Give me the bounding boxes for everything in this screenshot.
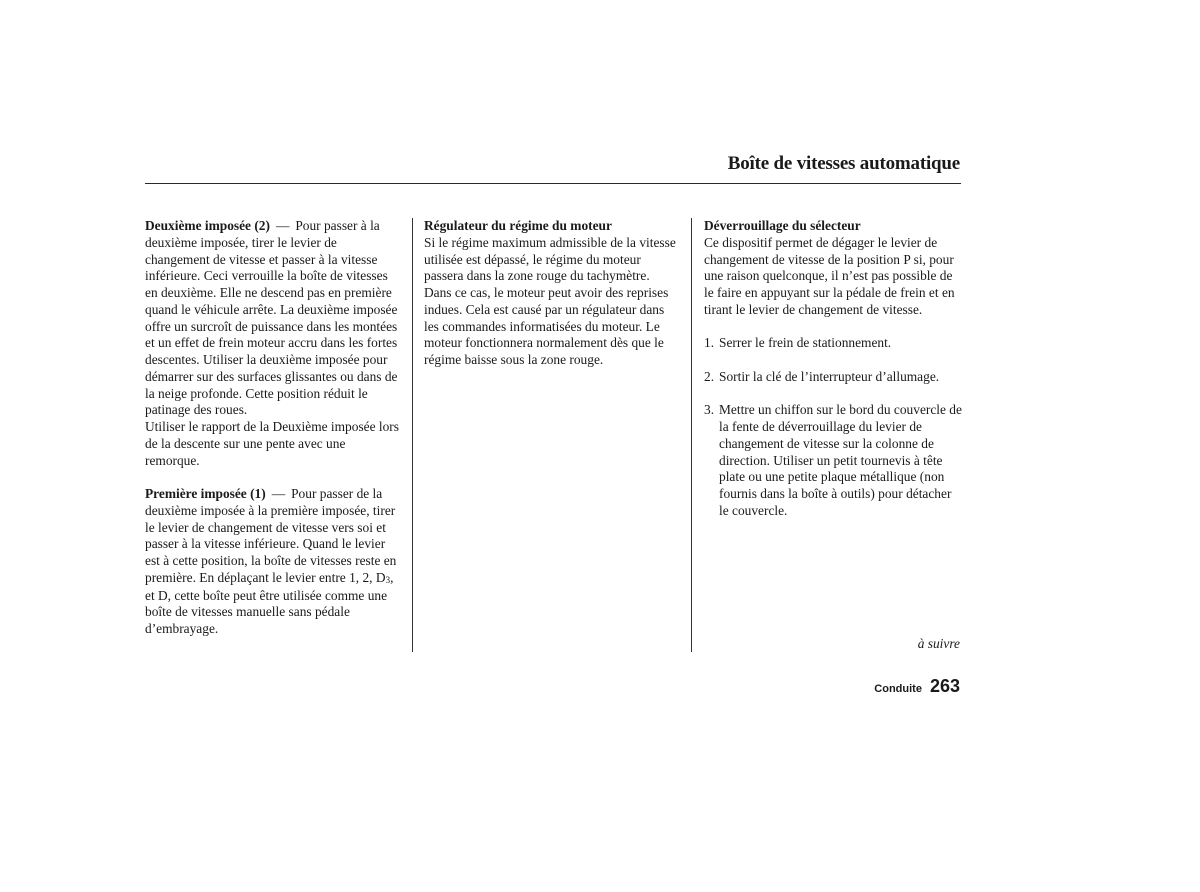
em-dash: — — [271, 486, 286, 501]
list-item — [704, 369, 962, 386]
step-number: 2. — [704, 368, 715, 384]
gear-subscript: 3 — [385, 574, 391, 585]
step-number: 1. — [704, 335, 715, 351]
section-deuxieme-imposee — [145, 218, 401, 419]
steps-list — [704, 335, 962, 519]
section-body-remorque: Utiliser le rapport de la Deuxième imposée lors de la descente sur une pente avec une remorque. — [145, 419, 399, 468]
title-rule — [145, 183, 961, 184]
section-body-part-a: Pour passer de la deuxième imposée à la première imposée, tirer le levier de changement de vitesse vers soi et passer à la vitesse inférieure. Quand le levier est à cette position, la boîte de vitesses reste en première. En déplaçant le levier entre 1, 2, D — [145, 486, 397, 585]
section-heading: Deuxième imposée (2) — [145, 218, 270, 233]
section-body-part-b: , et D, cette boîte peut être utilisée comme une boîte de vitesses manuelle sans pédale d’embrayage. — [145, 569, 394, 636]
continued-label: à suivre — [917, 636, 960, 651]
step-text: Mettre un chiffon sur le bord du couvercle de la fente de déverrouillage du levier de changement de vitesse sur la colonne de direction. Utiliser un petit tournevis à tête plate ou une petite plaque métallique (non fournis dans la boîte à outils) pour détacher le couvercle. — [719, 402, 962, 518]
column-divider — [691, 218, 692, 652]
section-heading: Première imposée (1) — [145, 486, 266, 501]
section-heading: Régulateur du régime du moteur — [424, 218, 612, 233]
section-heading: Déverrouillage du sélecteur — [704, 218, 861, 233]
step-text: Sortir la clé de l’interrupteur d’allumage. — [719, 368, 940, 384]
em-dash: — — [275, 218, 290, 233]
footer-section: Conduite — [874, 683, 922, 695]
column-middle — [424, 218, 680, 369]
section-intro: Ce dispositif permet de dégager le levier de changement de vitesse de la position P si, pour une raison quelconque, il n’est pas possible de le faire en appuyant sur la pédale de frein et en tirant le levier de changement de vitesse. — [704, 234, 955, 317]
page-footer — [874, 676, 960, 697]
section-body: Pour passer à la deuxième imposée, tirer le levier de changement de vitesse et passer à la vitesse inférieure. Ceci verrouille la boîte de vitesses en deuxième. Elle ne descend pas en première quand le véhicule arrête. La deuxième imposée offre un surcroît de puissance dans les montées et un effet de frein moteur accru dans les fortes descentes. Utiliser la deuxième imposée pour démarrer sur des surfaces glissantes ou dans de la neige profonde. Cette position réduit le patinage des roues. — [145, 218, 398, 418]
list-item — [704, 335, 962, 352]
list-item — [704, 402, 962, 519]
section-body: Si le régime maximum admissible de la vitesse utilisée est dépassé, le régime du moteur passera dans la zone rouge du tachymètre. Dans ce cas, le moteur peut avoir des reprises indues. Cela est causé par un régulateur dans les commandes informatisées du moteur. Le moteur fonctionnera normalement dès que le régime baisse sous la zone rouge. — [424, 234, 676, 367]
step-number: 3. — [704, 402, 715, 418]
step-text: Serrer le frein de stationnement. — [719, 335, 892, 351]
page-number: 263 — [929, 676, 960, 696]
section-premiere-imposee — [145, 486, 401, 638]
column-right — [704, 218, 962, 536]
page-title: Boîte de vitesses automatique — [727, 153, 960, 174]
column-left — [145, 218, 401, 638]
column-divider — [412, 218, 413, 652]
